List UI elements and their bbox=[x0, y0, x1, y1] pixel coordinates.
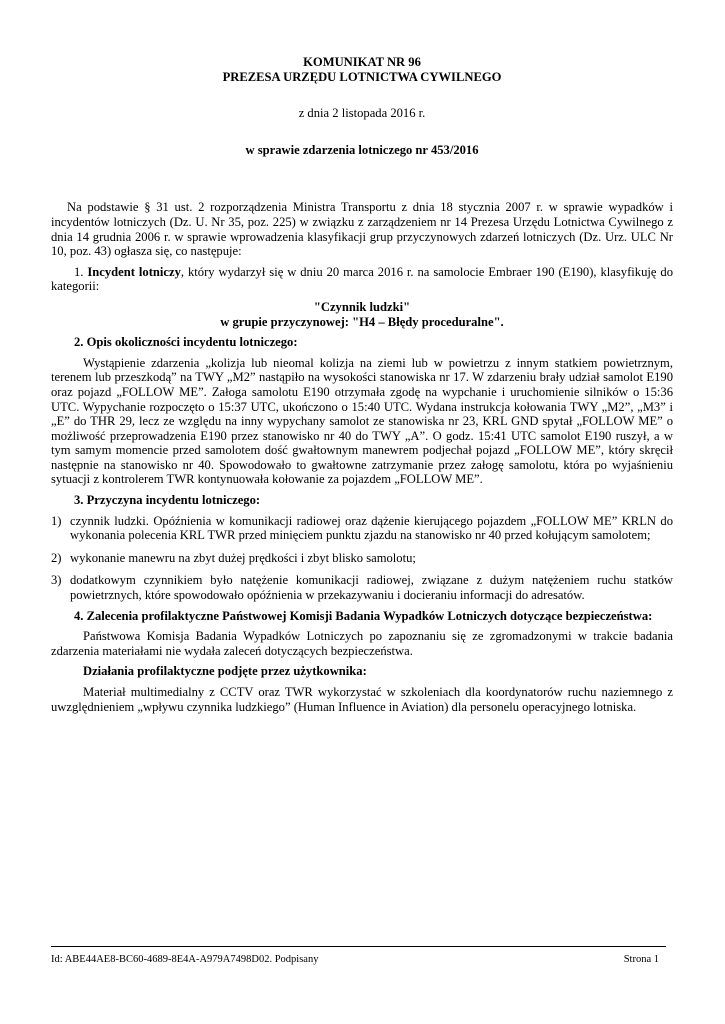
item1-number: 1. bbox=[74, 264, 84, 279]
section4-subheading: Działania profilaktyczne podjęte przez użytkownika: bbox=[83, 664, 367, 679]
section2-body: Wystąpienie zdarzenia „kolizja lub nieomal kolizja na ziemi lub w powietrzu z innym statkiem powietrznym, terenem lub przeszkodą” na TWY „M2” nastąpiło na wysokości stanowiska nr 17. W zdarzeniu brały udział samolot E190 oraz pojazd „FOLLOW ME”. Załoga samolotu E190 otrzymała zgodę na wypchanie i uruchomienie silników o 15:36 UTC. Wypychanie rozpoczęto o 15:37 UTC, ukończono o 15:40 UTC. Wydana instrukcja kołowania TWY „M2”, „M3” i „E” do THR 29, lecz ze względu na inny wypychany samolot ze stanowiska nr 23, KRL GND spytał „FOLLOW ME” o możliwość przeprowadzenia E190 przez stanowisko nr 40 do TWY „A”. O godz. 15:41 UTC samolot E190 ruszył, a w tym samym momencie przed samolotem dość gwałtownym manewrem podjechał pojazd „FOLLOW ME”, który skręcił następnie na stanowisko nr 40. Spowodowało to gwałtowne zatrzymanie przez załogę samolotu, która po wyjaśnieniu sytuacji z kontrolerem TWR kontynuowała kołowanie za pojazdem „FOLLOW ME”. bbox=[51, 355, 673, 487]
list-item-number: 1) bbox=[51, 513, 62, 528]
list-item-text: czynnik ludzki. Opóźnienia w komunikacji radiowej oraz dążenie kierującego pojazdem „FOLLOW ME” KRLN do wykonania polecenia KRL TWR przed minięciem punktu zjazdu na stanowisko nr 40 przed kołującym samolotem; bbox=[70, 513, 673, 543]
cause-list bbox=[51, 514, 673, 603]
section3-heading: 3. Przyczyna incydentu lotniczego: bbox=[74, 493, 261, 508]
item1-label: Incydent lotniczy bbox=[87, 264, 181, 279]
section4-subbody: Materiał multimedialny z CCTV oraz TWR wykorzystać w szkoleniach dla koordynatorów ruchu naziemnego z uwzględnieniem „wpływu czynnika ludzkiego” (Human Influence in Aviation) dla personelu operacyjnego lotniska. bbox=[51, 685, 673, 714]
intro-paragraph: Na podstawie § 31 ust. 2 rozporządzenia Ministra Transportu z dnia 18 stycznia 2007 r. w sprawie wypadków i incydentów lotniczych (Dz. U. Nr 35, poz. 225) w związku z zarządzeniem nr 14 Prezesa Urzędu Lotnictwa Cywilnego z dnia 14 grudnia 2006 r. w sprawie wprowadzenia klasyfikacji grup przyczynowych zdarzeń lotniczych (Dz. Urz. ULC Nr 10, poz. 43) ogłasza się, co następuje: bbox=[51, 200, 673, 259]
list-item-number: 3) bbox=[51, 573, 62, 588]
footer-page-number: Strona 1 bbox=[623, 954, 659, 965]
document-page bbox=[51, 55, 673, 714]
footer-id: Id: ABE44AE8-BC60-4689-8E4A-A979A7498D02. Podpisany bbox=[51, 954, 319, 965]
page-footer bbox=[51, 954, 659, 966]
section4-heading: 4. Zalecenia profilaktyczne Państwowej Komisji Badania Wypadków Lotniczych dotyczące bezpieczeństwa: bbox=[74, 608, 653, 623]
item1-paragraph bbox=[51, 265, 673, 294]
category-line1: "Czynnik ludzki" bbox=[313, 299, 411, 314]
document-date: z dnia 2 listopada 2016 r. bbox=[298, 106, 426, 121]
list-item bbox=[51, 573, 673, 602]
category-line2: w grupie przyczynowej: "H4 – Błędy proceduralne". bbox=[220, 314, 504, 329]
list-item bbox=[51, 551, 673, 566]
list-item bbox=[51, 514, 673, 543]
document-title-line2: PREZESA URZĘDU LOTNICTWA CYWILNEGO bbox=[222, 69, 502, 84]
list-item-text: dodatkowym czynnikiem było natężenie komunikacji radiowej, związane z dużym natężeniem ruchu statków powietrznych, które spowodowało opóźnienia w przekazywaniu i docieraniu informacji do adresatów. bbox=[70, 573, 673, 603]
document-title-line1: KOMUNIKAT NR 96 bbox=[303, 55, 421, 69]
footer-divider bbox=[51, 946, 666, 947]
list-item-number: 2) bbox=[51, 550, 62, 565]
item1-text: , który wydarzył się w dniu 20 marca 2016 r. na samolocie Embraer 190 (E190), klasyfikuję do kategorii: bbox=[51, 264, 673, 294]
section4-body: Państwowa Komisja Badania Wypadków Lotniczych po zapoznaniu się ze zgromadzonymi w trakcie badania zdarzenia materiałami nie wydała zaleceń dotyczących bezpieczeństwa. bbox=[51, 629, 673, 658]
list-item-text: wykonanie manewru na zbyt dużej prędkości i zbyt blisko samolotu; bbox=[70, 550, 416, 565]
section2-heading: 2. Opis okoliczności incydentu lotniczego: bbox=[74, 335, 298, 350]
document-subject: w sprawie zdarzenia lotniczego nr 453/2016 bbox=[245, 142, 479, 157]
